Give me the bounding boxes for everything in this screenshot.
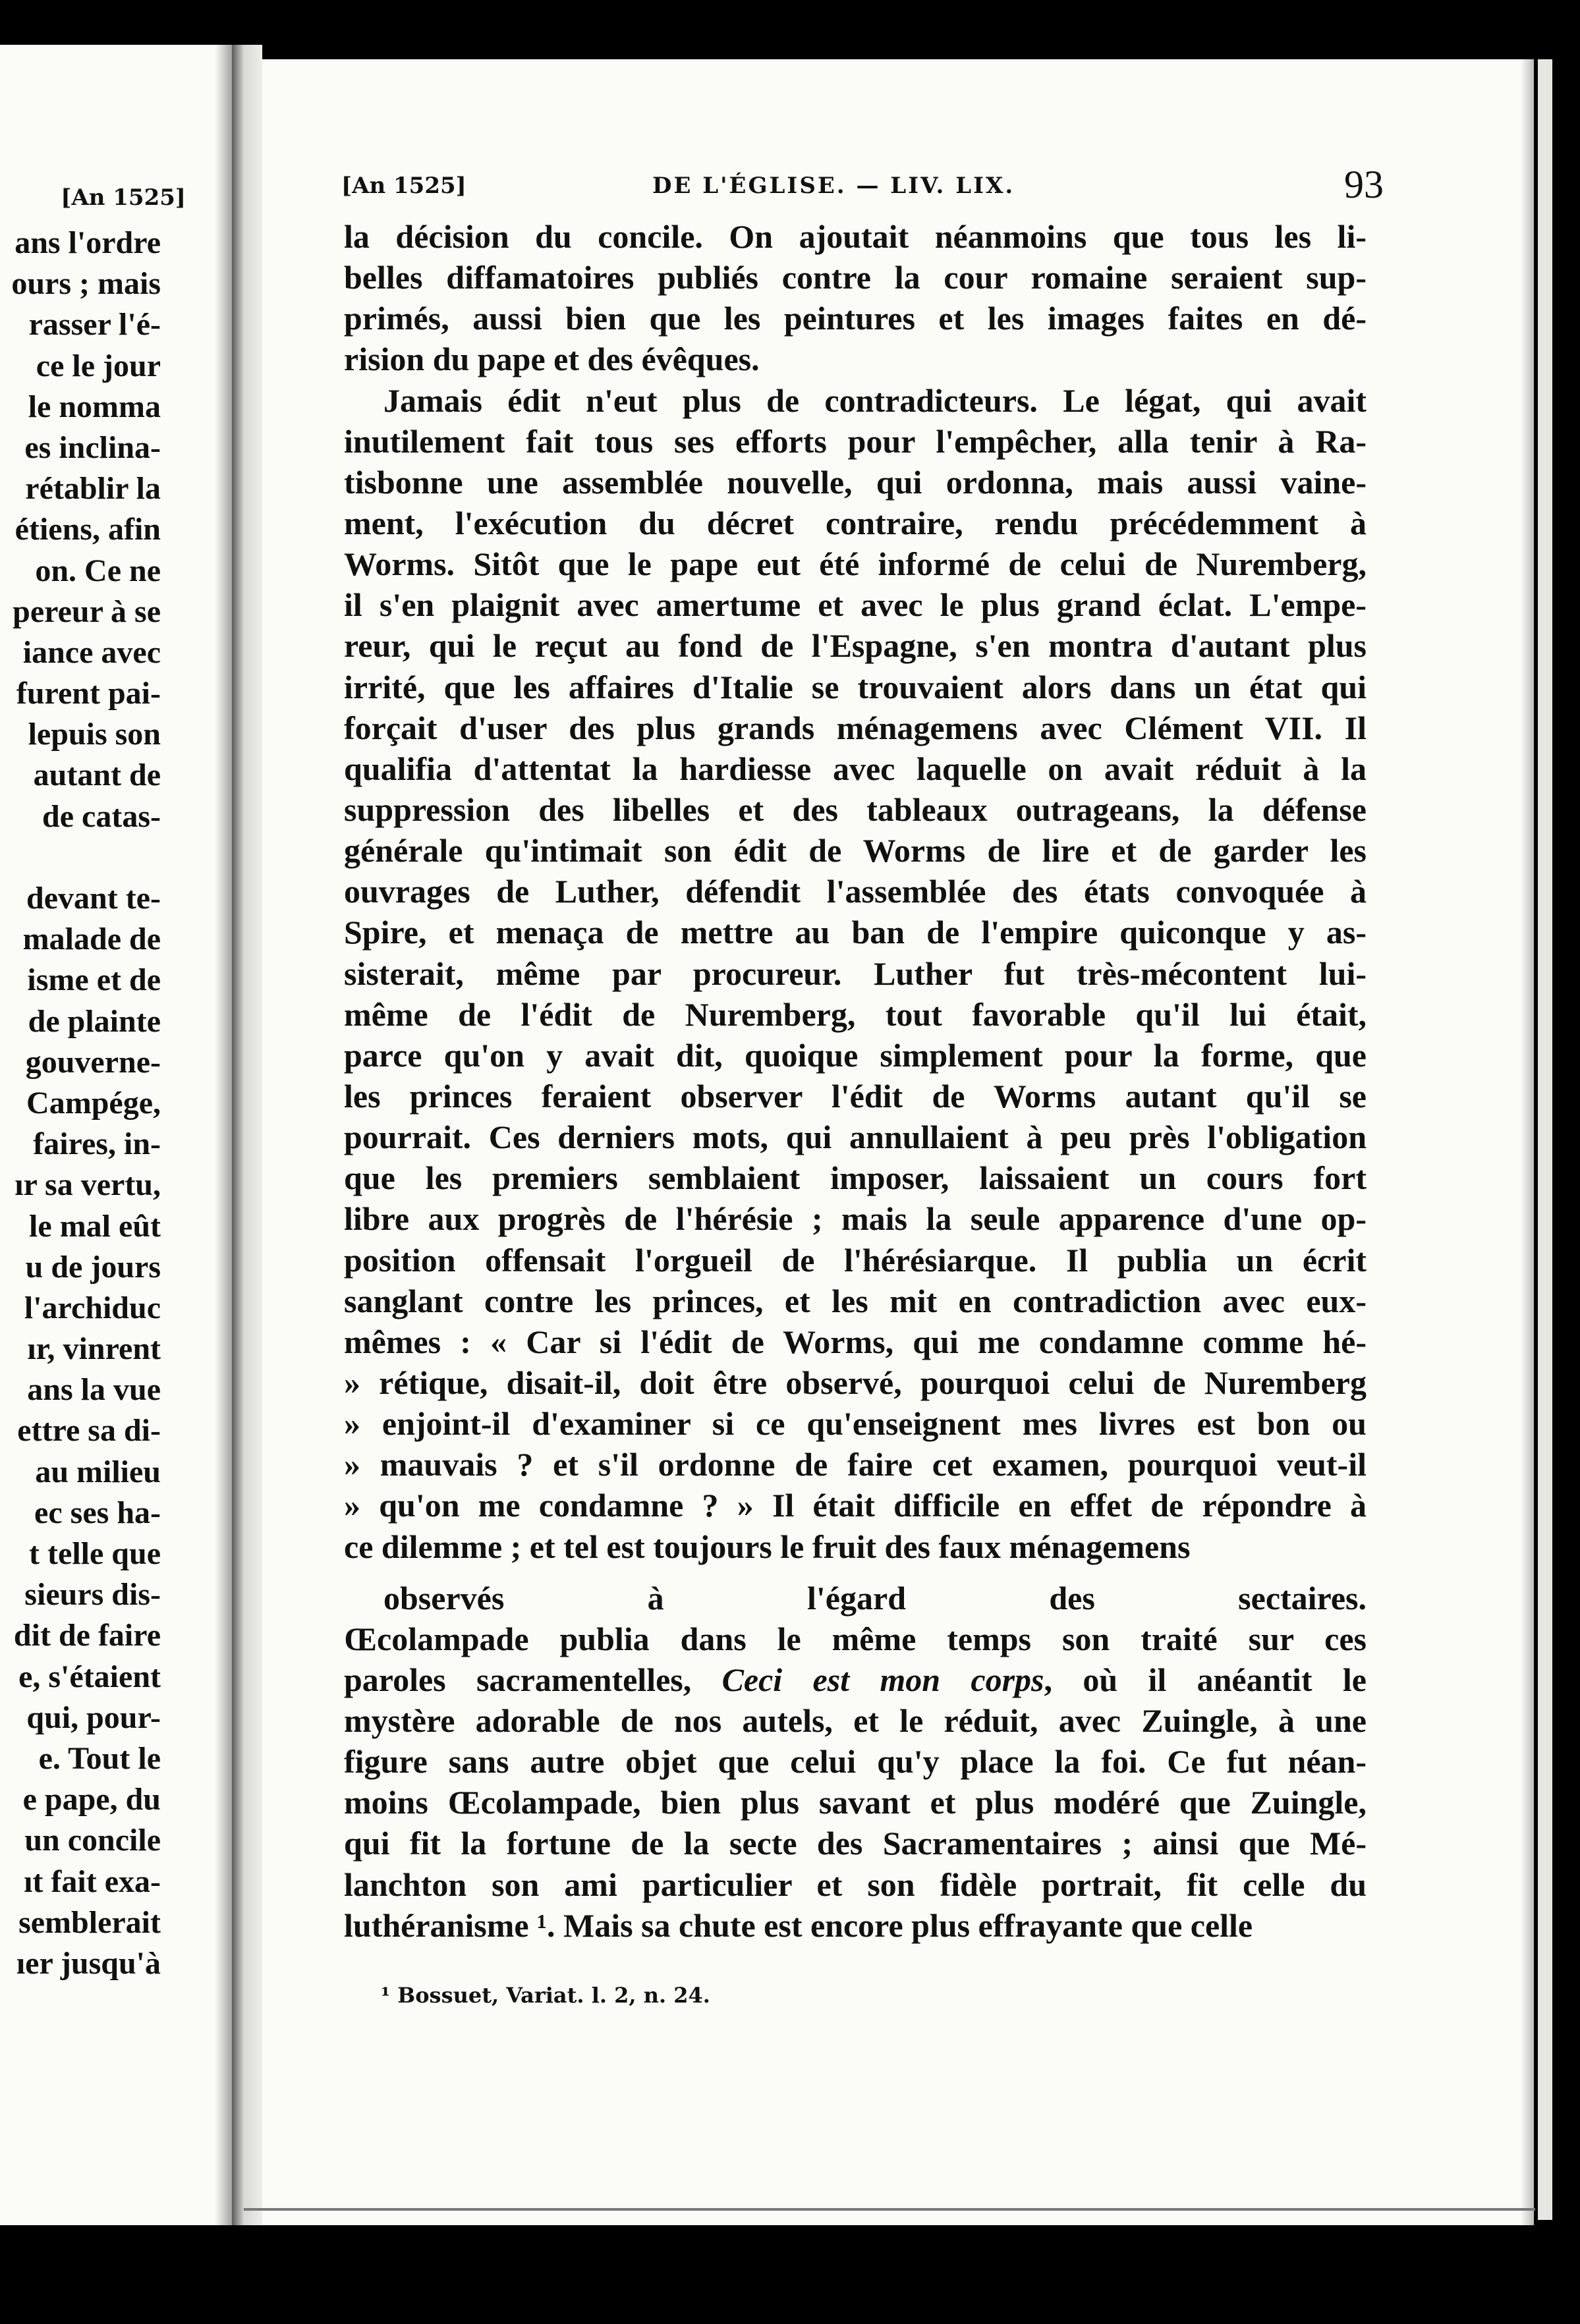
left-text-line: un concile: [24, 1823, 161, 1858]
left-text-line: e. Tout le: [38, 1740, 161, 1776]
left-text-line: ır, vinrent: [27, 1331, 161, 1367]
left-text-line: ır sa vertu,: [14, 1167, 161, 1203]
left-page-text: [0, 223, 161, 1984]
left-text-line: l'archiduc: [24, 1290, 161, 1325]
left-text-line: ıt fait exa-: [24, 1864, 161, 1899]
text-line: Worms. Sitôt que le pape eut été informé de celui de Nuremberg,: [344, 545, 1367, 583]
left-text-line: de plainte: [28, 1003, 161, 1039]
left-page: [0, 45, 232, 2225]
text-line: inutilement fait tous ses efforts pour l'empêcher, alla tenir à Ra-: [344, 422, 1367, 460]
text-line: qualifia d'attentat la hardiesse avec laquelle on avait réduit à la: [344, 750, 1367, 787]
left-text-line: es inclina-: [24, 429, 161, 465]
text-line: libre aux progrès de l'hérésie ; mais la seule apparence d'une op-: [344, 1200, 1367, 1238]
running-head-title: DE L'ÉGLISE. — LIV. LIX.: [652, 173, 1015, 199]
text-line: ouvrages de Luther, défendit l'assemblée des états convoquée à: [344, 873, 1367, 910]
text-line: position offensait l'orgueil de l'hérésiarque. Il publia un écrit: [344, 1241, 1367, 1279]
text-line: sanglant contre les princes, et les mit en contradiction avec eux-: [344, 1282, 1367, 1319]
text-line: générale qu'intimait son édit de Worms de lire et de garder les: [344, 832, 1367, 870]
text-line: même de l'édit de Nuremberg, tout favorable qu'il lui était,: [344, 995, 1367, 1033]
running-head-year: [An 1525]: [341, 173, 466, 199]
left-text-line: e pape, du: [22, 1782, 161, 1817]
text-line: observés à l'égard des sectaires.: [383, 1579, 1367, 1617]
text-line: primés, aussi bien que les peintures et les images faites en dé-: [344, 300, 1367, 337]
left-text-line: furent pai-: [16, 676, 161, 711]
left-text-line: ans l'ordre: [14, 225, 161, 260]
text-line: sisterait, même par procureur. Luther fut très-mécontent lui-: [344, 954, 1367, 992]
text-line: paroles sacramentelles, Ceci est mon corps, où il anéantit le: [344, 1661, 1367, 1698]
text-line: » rétique, disait-il, doit être observé, pourquoi celui de Nuremberg: [344, 1364, 1367, 1401]
left-text-line: ce le jour: [36, 348, 161, 383]
text-line: il s'en plaignit avec amertume et avec le plus grand éclat. L'empe-: [344, 586, 1367, 624]
left-text-line: de catas-: [42, 798, 161, 834]
left-text-line: [0, 837, 161, 878]
text-line: que les premiers semblaient imposer, laissaient un cours fort: [344, 1159, 1367, 1197]
left-text-line: ec ses ha-: [34, 1495, 161, 1530]
main-text-body: [344, 216, 1367, 1946]
text-line: belles diffamatoires publiés contre la cour romaine seraient sup-: [344, 259, 1367, 296]
text-line: parce qu'on y avait dit, quoique simplement pour la forme, que: [344, 1036, 1367, 1074]
left-text-line: dit de faire: [13, 1618, 161, 1653]
left-text-line: Campége,: [26, 1085, 161, 1120]
text-line: luthéranisme ¹. Mais sa chute est encore plus effrayante que celle: [344, 1906, 1253, 1944]
left-text-line: pereur à se: [13, 594, 161, 629]
left-text-line: qui, pour-: [26, 1700, 161, 1735]
left-page-gutter-shadow: [215, 45, 232, 2225]
left-text-line: faires, in-: [33, 1126, 161, 1162]
left-text-line: étiens, afin: [14, 512, 161, 547]
text-line: » qu'on me condamne ? » Il était difficile en effet de répondre à: [344, 1487, 1367, 1524]
left-text-line: e, s'étaient: [18, 1659, 161, 1694]
left-text-line: on. Ce ne: [35, 553, 161, 588]
left-text-line: u de jours: [25, 1249, 161, 1285]
text-line: la décision du concile. On ajoutait néanmoins que tous les li-: [344, 218, 1367, 255]
text-line: » mauvais ? et s'il ordonne de faire cet examen, pourquoi veut-il: [344, 1446, 1367, 1483]
footnote: ¹ Bossuet, Variat. l. 2, n. 24.: [381, 1983, 710, 2008]
page-bottom-rule: [244, 2208, 1535, 2211]
text-line: irrité, que les affaires d'Italie se trouvaient alors dans un état qui: [344, 668, 1367, 706]
text-line: reur, qui le reçut au fond de l'Espagne, s'en montra d'autant plus: [344, 627, 1367, 665]
left-text-line: le mal eût: [29, 1208, 161, 1244]
left-text-line: au milieu: [35, 1454, 161, 1489]
left-text-line: semblerait: [18, 1904, 161, 1940]
text-line: » enjoint-il d'examiner si ce qu'enseignent mes livres est bon ou: [344, 1405, 1367, 1443]
text-line: rision du pape et des évêques.: [344, 341, 760, 378]
text-line: suppression des libelles et des tableaux outrageans, la défense: [344, 790, 1367, 828]
left-running-head: [An 1525]: [61, 184, 186, 211]
left-text-line: rasser l'é-: [28, 307, 161, 343]
right-page-edge-shadow: [1521, 59, 1534, 2225]
text-line: ment, l'exécution du décret contraire, rendu précédemment à: [344, 504, 1367, 541]
left-text-line: ıer jusqu'à: [16, 1945, 161, 1981]
left-text-line: sieurs dis-: [24, 1577, 161, 1613]
text-line: moins Œcolampade, bien plus savant et plus modéré que Zuingle,: [344, 1784, 1367, 1821]
left-text-line: ans la vue: [27, 1372, 161, 1408]
left-text-line: t telle que: [29, 1536, 161, 1571]
left-text-line: gouverne-: [25, 1044, 161, 1080]
book-gutter: [232, 45, 262, 2225]
text-line: forçait d'user des plus grands ménagemens avec Clément VII. Il: [344, 709, 1367, 746]
text-line: ce dilemme ; et tel est toujours le fruit des faux ménagemens: [344, 1528, 1191, 1565]
text-line: mystère adorable de nos autels, et le réduit, avec Zuingle, à une: [344, 1702, 1367, 1740]
text-line: figure sans autre objet que celui qu'y place la foi. Ce fut néan-: [344, 1743, 1367, 1781]
text-line: mêmes : « Car si l'édit de Worms, qui me condamne comme hé-: [344, 1323, 1367, 1360]
left-text-line: iance avec: [22, 634, 161, 670]
text-line: qui fit la fortune de la secte des Sacramentaires ; ainsi que Mé-: [344, 1825, 1367, 1862]
left-text-line: rétablir la: [25, 471, 161, 507]
left-text-line: autant de: [33, 758, 161, 793]
text-line: lanchton son ami particulier et son fidèle portrait, fit celle du: [344, 1866, 1367, 1903]
text-line: Spire, et menaça de mettre au ban de l'empire quiconque y as-: [344, 914, 1367, 951]
text-line: Œcolampade publia dans le même temps son traité sur ces: [344, 1620, 1367, 1657]
text-line: tisbonne une assemblée nouvelle, qui ordonna, mais aussi vaine-: [344, 463, 1367, 501]
left-text-line: isme et de: [27, 962, 161, 998]
left-text-line: le nomma: [28, 389, 161, 424]
left-text-line: ours ; mais: [11, 266, 161, 302]
page-number: 93: [1344, 163, 1384, 206]
text-line: pourrait. Ces derniers mots, qui annullaient à peu près l'obligation: [344, 1119, 1367, 1156]
text-line: Jamais édit n'eut plus de contradicteurs. Le légat, qui avait: [383, 381, 1367, 419]
left-text-line: malade de: [22, 922, 161, 957]
text-line: les princes feraient observer l'édit de Worms autant qu'il se: [344, 1077, 1367, 1115]
page-edge-stripe: [1538, 59, 1552, 2220]
left-text-line: lepuis son: [28, 717, 161, 752]
left-text-line: ettre sa di-: [17, 1413, 161, 1449]
left-text-line: devant te-: [26, 881, 161, 916]
